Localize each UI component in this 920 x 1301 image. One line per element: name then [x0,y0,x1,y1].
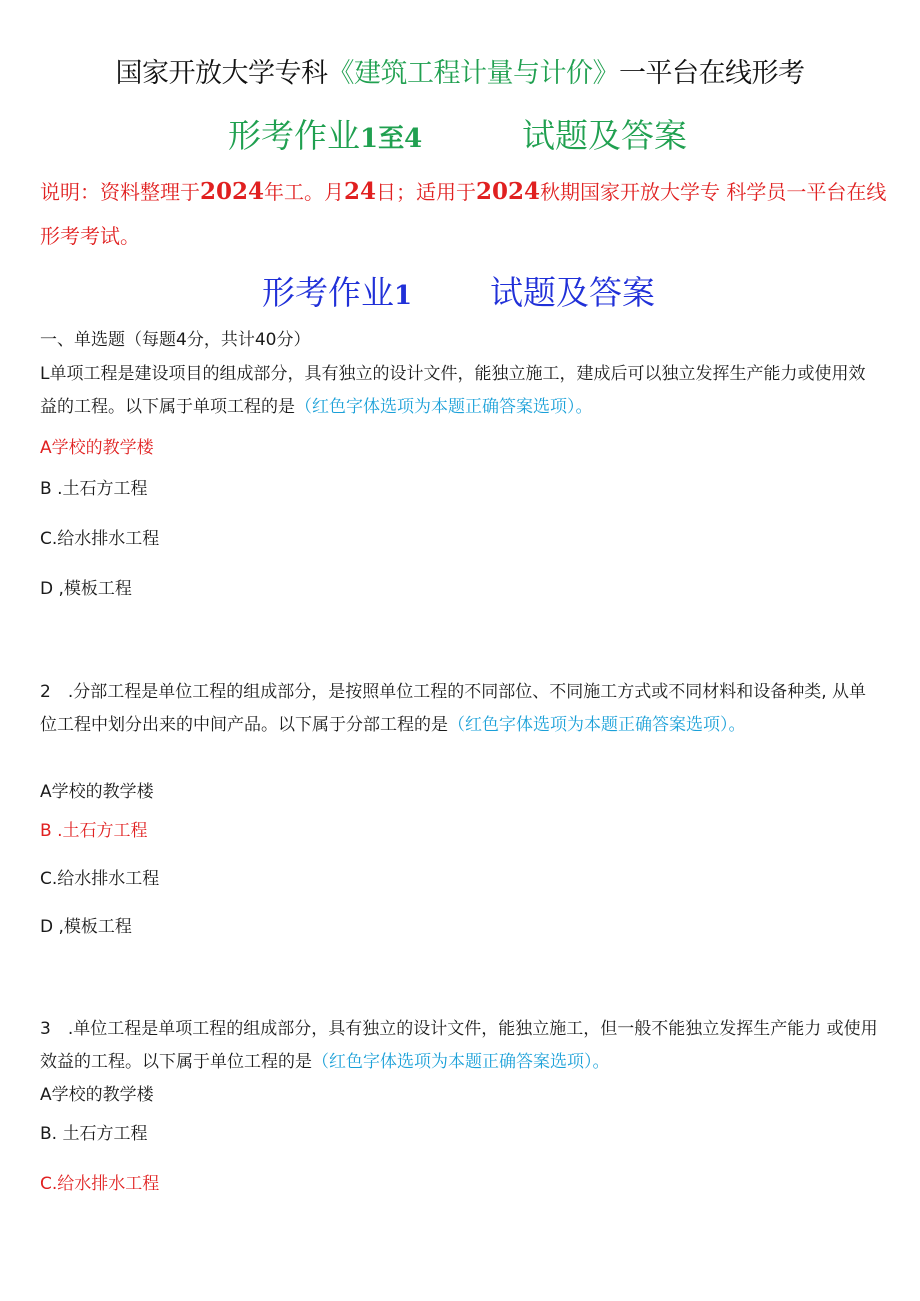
question-3-stem [40,1013,880,1079]
note-paragraph [40,170,890,258]
title-suffix: 一平台在线形考 [619,58,805,89]
question-3-option-c: C.给水排水工程 [40,1174,160,1194]
question-2-option-d: D ,模板工程 [40,917,132,937]
question-3-text: 3 .单位工程是单项工程的组成部分，具有独立的设计文件，能独立施工，但一般不能独立发挥生产能力 或使用效益的工程。以下属于单位工程的是 [40,1019,878,1072]
document-title [0,54,920,94]
note-year1: 2024 [200,178,265,205]
question-2-option-a: A学校的教学楼 [40,782,154,802]
question-1-option-a: A学校的教学楼 [40,438,154,458]
question-1-option-b: B .土石方工程 [40,479,148,499]
question-2-option-c: C.给水排水工程 [40,869,160,889]
question-1-option-c: C.给水排水工程 [40,529,160,549]
title-prefix: 国家开放大学专科 [115,58,328,89]
note-year2: 2024 [476,178,541,205]
subtitle-part1: 形考作业 [228,116,360,155]
note-seg4: 秋期国家开放大学专 科学员一平台在线形考考试。 [40,180,887,248]
title-course: 《建筑工程计量与计价》 [327,58,619,89]
question-3-hint: （红色字体选项为本题正确答案选项）。 [312,1052,610,1072]
question-1-hint: （红色字体选项为本题正确答案选项）。 [295,397,593,417]
section-part1: 形考作业 [262,273,394,312]
note-seg2: 年工。月 [264,180,345,204]
subtitle-left [228,114,422,161]
question-1-option-d: D ,模板工程 [40,579,132,599]
question-3-option-b: B. 土石方工程 [40,1124,148,1144]
question-2-text: 2 .分部工程是单位工程的组成部分，是按照单位工程的不同部位、不同施工方式或不同材料和设备种类, 从单位工程中划分出来的中间产品。以下属于分部工程的是 [40,682,867,735]
question-1-stem [40,358,880,424]
note-day: 24 [344,178,377,205]
question-1-text: L单项工程是建设项目的组成部分，具有独立的设计文件，能独立施工，建成后可以独立发挥生产能力或使用效益的工程。以下属于单项工程的是 [40,364,866,417]
section-title-left [262,270,412,319]
subtitle-right: 试题及答案 [522,116,687,155]
note-seg3: 日；适用于 [376,180,477,204]
subtitle-num: 1至4 [360,124,423,154]
question-3-option-a: A学校的教学楼 [40,1085,154,1105]
question-2-hint: （红色字体选项为本题正确答案选项）。 [448,715,746,735]
question-2-option-b: B .土石方工程 [40,821,148,841]
note-seg1: 说明：资料整理于 [40,180,200,204]
section-num: 1 [394,281,413,311]
instruction-text: 一、单选题（每题4分，共计40分） [40,330,311,350]
section-title-right: 试题及答案 [490,273,655,312]
question-2-stem [40,676,870,742]
